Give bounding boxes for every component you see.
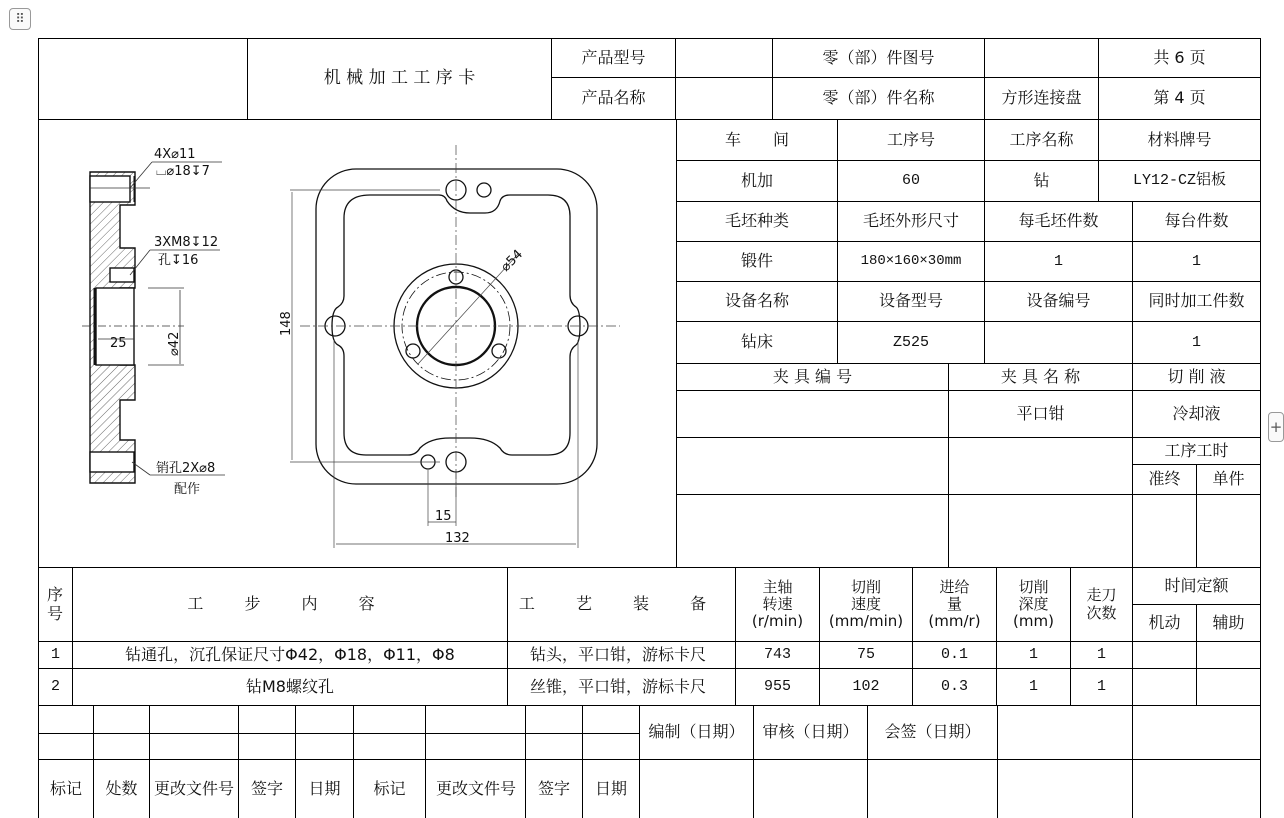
blank-type-label: 毛坯种类	[724, 211, 789, 231]
per-unit-value[interactable]: 1	[1191, 252, 1201, 270]
material-value[interactable]: LY12-CZ铝板	[1132, 172, 1226, 190]
row-2-spindle[interactable]: 955	[763, 678, 791, 696]
dim-54: ⌀54	[498, 246, 527, 275]
row-2-no: 2	[50, 678, 60, 696]
depth-header	[997, 568, 1070, 641]
speed-header	[820, 568, 912, 641]
per-blank-value[interactable]: 1	[1053, 252, 1063, 270]
change-doc-label-1: 更改文件号	[154, 778, 235, 798]
equip-model-value[interactable]: Z525	[892, 333, 929, 351]
op-no-label: 工序号	[886, 129, 935, 149]
total-pages: 共 6 页	[1153, 47, 1206, 67]
spindle-header-line-2: 转速	[762, 594, 793, 613]
row-2-content[interactable]: 钻M8螺纹孔	[246, 676, 334, 696]
spindle-header-line-1: 主轴	[762, 577, 793, 596]
row-1-feed[interactable]: 0.1	[940, 646, 968, 664]
row-1-content[interactable]: 钻通孔，沉孔保证尺寸Φ42，Φ18，Φ11，Φ8	[125, 644, 455, 664]
card-title: 机 械 加 工 工 序 卡	[323, 68, 476, 89]
row-1-equipment[interactable]: 钻头，平口钳，游标卡尺	[530, 644, 707, 664]
fixture-name-value[interactable]: 平口钳	[1016, 403, 1065, 423]
feed-header-line-2: 量	[946, 594, 962, 613]
mark-label-2: 标记	[373, 778, 406, 798]
page-number: 第 4 页	[1153, 88, 1206, 108]
dim-148: 148	[279, 311, 294, 336]
machine-time-header: 机动	[1148, 612, 1181, 632]
equip-model-label: 设备型号	[878, 291, 943, 311]
row-2-passes[interactable]: 1	[1096, 678, 1106, 696]
review-label: 审核（日期）	[762, 722, 859, 742]
spindle-header	[736, 568, 819, 641]
part-drawing-no-value[interactable]	[985, 39, 1098, 77]
part-drawing-no-label: 零（部）件图号	[822, 47, 935, 67]
product-model-value[interactable]	[676, 39, 772, 77]
depth-header-line-3: (mm)	[1013, 612, 1054, 631]
cbore-note: ⌴⌀18↧7	[156, 164, 210, 179]
pin-note: 销孔2X⌀8	[156, 461, 216, 476]
section-view	[90, 172, 135, 483]
sign-label-1: 签字	[250, 778, 283, 798]
coolant-label: 切 削 液	[1167, 366, 1226, 386]
op-name-value[interactable]: 钻	[1033, 170, 1050, 190]
compile-label: 编制（日期）	[648, 722, 745, 742]
fixture-no-label: 夹 具 编 号	[772, 366, 853, 386]
speed-header-line-3: (mm/min)	[828, 612, 904, 631]
per-unit-label: 每台件数	[1164, 211, 1229, 231]
aux-time-header: 辅助	[1212, 612, 1245, 632]
product-name-label: 产品名称	[581, 88, 646, 108]
row-1-no: 1	[50, 646, 60, 664]
row-2-speed[interactable]: 102	[852, 678, 880, 696]
product-model-label: 产品型号	[581, 47, 646, 67]
blank-size-label: 毛坯外形尺寸	[862, 211, 959, 231]
part-name-label: 零（部）件名称	[822, 88, 935, 108]
blank-type-value[interactable]: 锻件	[740, 251, 773, 271]
feed-header-line-1: 进给	[939, 577, 970, 596]
equip-name-value[interactable]: 钻床	[740, 332, 773, 352]
dim-25: 25	[110, 336, 127, 351]
speed-header-line-1: 切削	[850, 577, 881, 596]
row-1-passes[interactable]: 1	[1096, 646, 1106, 664]
coolant-value[interactable]: 冷却液	[1172, 403, 1221, 423]
row-1-speed[interactable]: 75	[856, 646, 875, 664]
per-blank-label: 每毛坯件数	[1018, 211, 1099, 231]
part-drawing	[39, 120, 676, 567]
row-2-feed[interactable]: 0.3	[940, 678, 968, 696]
holes-note: 4X⌀11	[154, 147, 196, 162]
date-label-2: 日期	[594, 778, 627, 798]
add-column-icon[interactable]: +	[1268, 412, 1284, 442]
feed-header-line-3: (mm/r)	[928, 612, 981, 631]
countersign-label: 会签（日期）	[884, 722, 981, 742]
passes-header-line-1: 走刀	[1086, 586, 1117, 605]
change-doc-label-2: 更改文件号	[436, 778, 517, 798]
equip-no-value[interactable]	[985, 322, 1132, 363]
step-content-header: 工 步 内 容	[187, 594, 393, 614]
passes-header-line-2: 次数	[1086, 603, 1117, 622]
material-label: 材料牌号	[1147, 129, 1212, 149]
workshop-label: 车 间	[724, 129, 789, 149]
prep-time-label: 准终	[1148, 469, 1181, 489]
row-1-depth[interactable]: 1	[1028, 646, 1038, 664]
unit-time-label: 单件	[1212, 469, 1245, 489]
depth-header-line-2: 深度	[1018, 594, 1049, 613]
row-1-spindle[interactable]: 743	[763, 646, 791, 664]
op-name-label: 工序名称	[1009, 129, 1074, 149]
count-label: 处数	[105, 778, 138, 798]
op-no-value[interactable]: 60	[901, 172, 920, 190]
fixture-name-label: 夹 具 名 称	[1000, 366, 1081, 386]
dim-15: 15	[435, 509, 452, 524]
step-no-header: 序号	[46, 585, 63, 623]
pin-note-2: 配作	[174, 482, 201, 497]
dim-42: ⌀42	[167, 331, 182, 356]
blank-size-value[interactable]: 180×160×30mm	[860, 253, 962, 270]
product-name-value[interactable]	[676, 78, 772, 119]
plan-view	[316, 169, 597, 484]
thread-depth-note: 孔↧16	[158, 253, 199, 268]
simul-value[interactable]: 1	[1191, 333, 1201, 351]
spindle-header-line-3: (r/min)	[751, 612, 804, 631]
sign-label-2: 签字	[537, 778, 570, 798]
feed-header	[913, 568, 996, 641]
depth-header-line-1: 切削	[1018, 577, 1049, 596]
row-2-depth[interactable]: 1	[1028, 678, 1038, 696]
row-2-equipment[interactable]: 丝锥，平口钳，游标卡尺	[530, 676, 707, 696]
passes-header	[1071, 568, 1132, 641]
dim-132: 132	[445, 531, 470, 546]
drag-handle-icon[interactable]: ⠿	[9, 8, 31, 30]
mark-label-1: 标记	[49, 778, 82, 798]
equip-name-label: 设备名称	[724, 291, 789, 311]
workshop-value[interactable]: 机加	[740, 170, 773, 190]
simul-label: 同时加工件数	[1148, 291, 1245, 311]
op-time-label: 工序工时	[1164, 440, 1229, 460]
speed-header-line-2: 速度	[850, 594, 881, 613]
thread-note: 3XM8↧12	[154, 235, 219, 250]
date-label-1: 日期	[308, 778, 341, 798]
step-equipment-header: 工 艺 装 备	[518, 594, 725, 614]
time-quota-header: 时间定额	[1164, 575, 1229, 595]
equip-no-label: 设备编号	[1026, 291, 1091, 311]
part-name-value[interactable]: 方形连接盘	[1001, 88, 1082, 108]
